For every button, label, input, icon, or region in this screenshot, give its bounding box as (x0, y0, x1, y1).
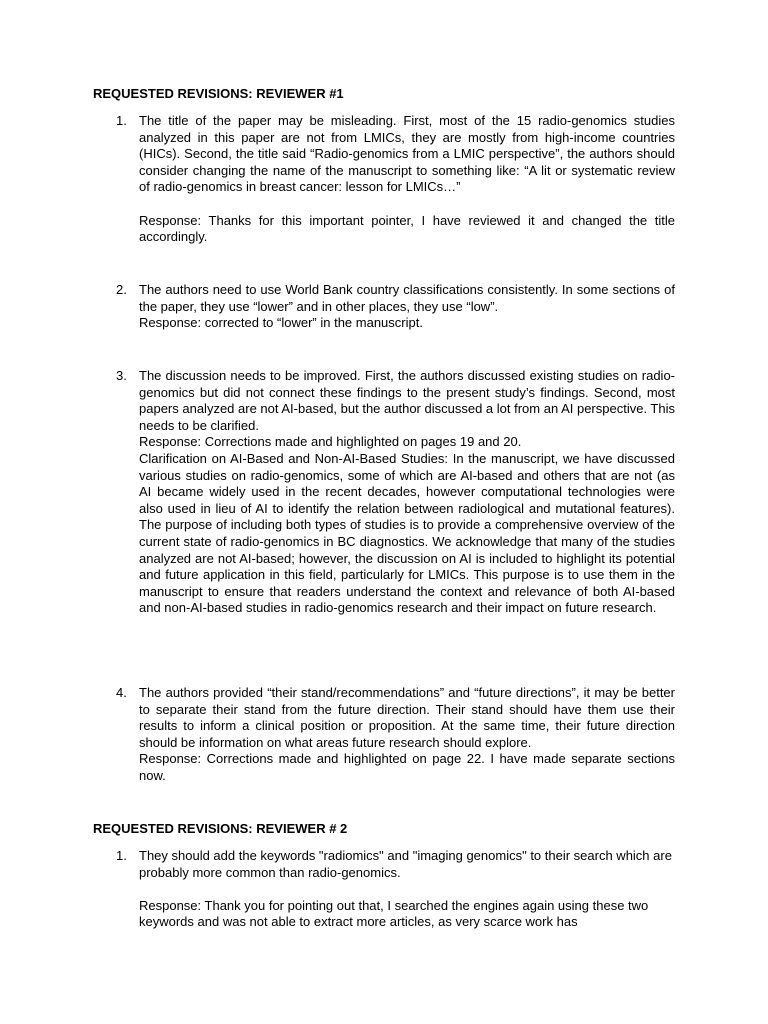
reviewer2-heading: REQUESTED REVISIONS: REVIEWER # 2 (93, 821, 348, 836)
author-response: Response: corrected to “lower” in the manuscript. (139, 315, 423, 331)
reviewer-comment: The authors provided “their stand/recommendations” and “future directions”, it may be better to separate their stand from the future direction. Their stand should have them use their results to inform a clinical position or proposition. At the same time, their future direction should be information on what areas future research should explore. (139, 685, 675, 750)
reviewer1-item-1 (116, 113, 675, 246)
reviewer1-item-4 (116, 685, 675, 785)
author-response: Response: Thank you for pointing out that, I searched the engines again using these two keywords and was not able to extract more articles, as very scarce work has (139, 897, 649, 930)
item-number: 3. (116, 368, 127, 383)
reviewer-comment: They should add the keywords "radiomics" and "imaging genomics" to their search which are probably more common than radio-genomics. (139, 848, 672, 880)
item-number: 4. (116, 685, 127, 700)
reviewer2-item-1 (116, 848, 675, 931)
item-number: 1. (116, 113, 127, 128)
item-number: 2. (116, 282, 127, 297)
clarification-paragraph: Clarification on AI-Based and Non-AI-Based Studies: In the manuscript, we have discussed various studies on radio-genomics, some of which are AI-based and others that are not (as AI became widely used in the recent decades, however computational technologies were also used in lieu of AI to identify the relation between radiological and mutational features). The purpose of including both types of studies is to provide a comprehensive overview of the current state of radio-genomics in BC diagnostics. We acknowledge that many of the studies analyzed are not AI-based; however, the discussion on AI is included to highlight its potential and future application in this field, particularly for LMICs. This purpose is to use them in the manuscript to ensure that readers understand the context and relevance of both AI-based and non-AI-based studies in radio-genomics research and their impact on future research. (139, 450, 675, 616)
reviewer-comment: The discussion needs to be improved. First, the authors discussed existing studies on radio-genomics but did not connect these findings to the present study’s findings. Second, most papers analyzed are not AI-based, but the author discussed a lot from an AI perspective. This needs to be clarified. (139, 368, 675, 433)
reviewer1-item-3 (116, 368, 675, 617)
author-response: Response: Corrections made and highlighted on page 22. I have made separate sections now. (139, 751, 675, 783)
item-number: 1. (116, 848, 127, 863)
reviewer-comment: The title of the paper may be misleading. First, most of the 15 radio-genomics studies analyzed in this paper are not from LMICs, they are mostly from high-income countries (HICs). Second, the title said “Radio-genomics from a LMIC perspective”, the authors should consider changing the name of the manuscript to something like: “A lit or systematic review of radio-genomics in breast cancer: lesson for LMICs…” (139, 113, 675, 195)
author-response: Response: Thanks for this important pointer, I have reviewed it and changed the title accordingly. (139, 212, 675, 245)
author-response: Response: Corrections made and highlighted on pages 19 and 20. (139, 434, 522, 450)
reviewer1-item-2 (116, 282, 675, 332)
reviewer1-heading: REQUESTED REVISIONS: REVIEWER #1 (93, 86, 344, 101)
reviewer-comment: The authors need to use World Bank country classifications consistently. In some sections of the paper, they use “lower” and in other places, they use “low”. (139, 282, 675, 314)
